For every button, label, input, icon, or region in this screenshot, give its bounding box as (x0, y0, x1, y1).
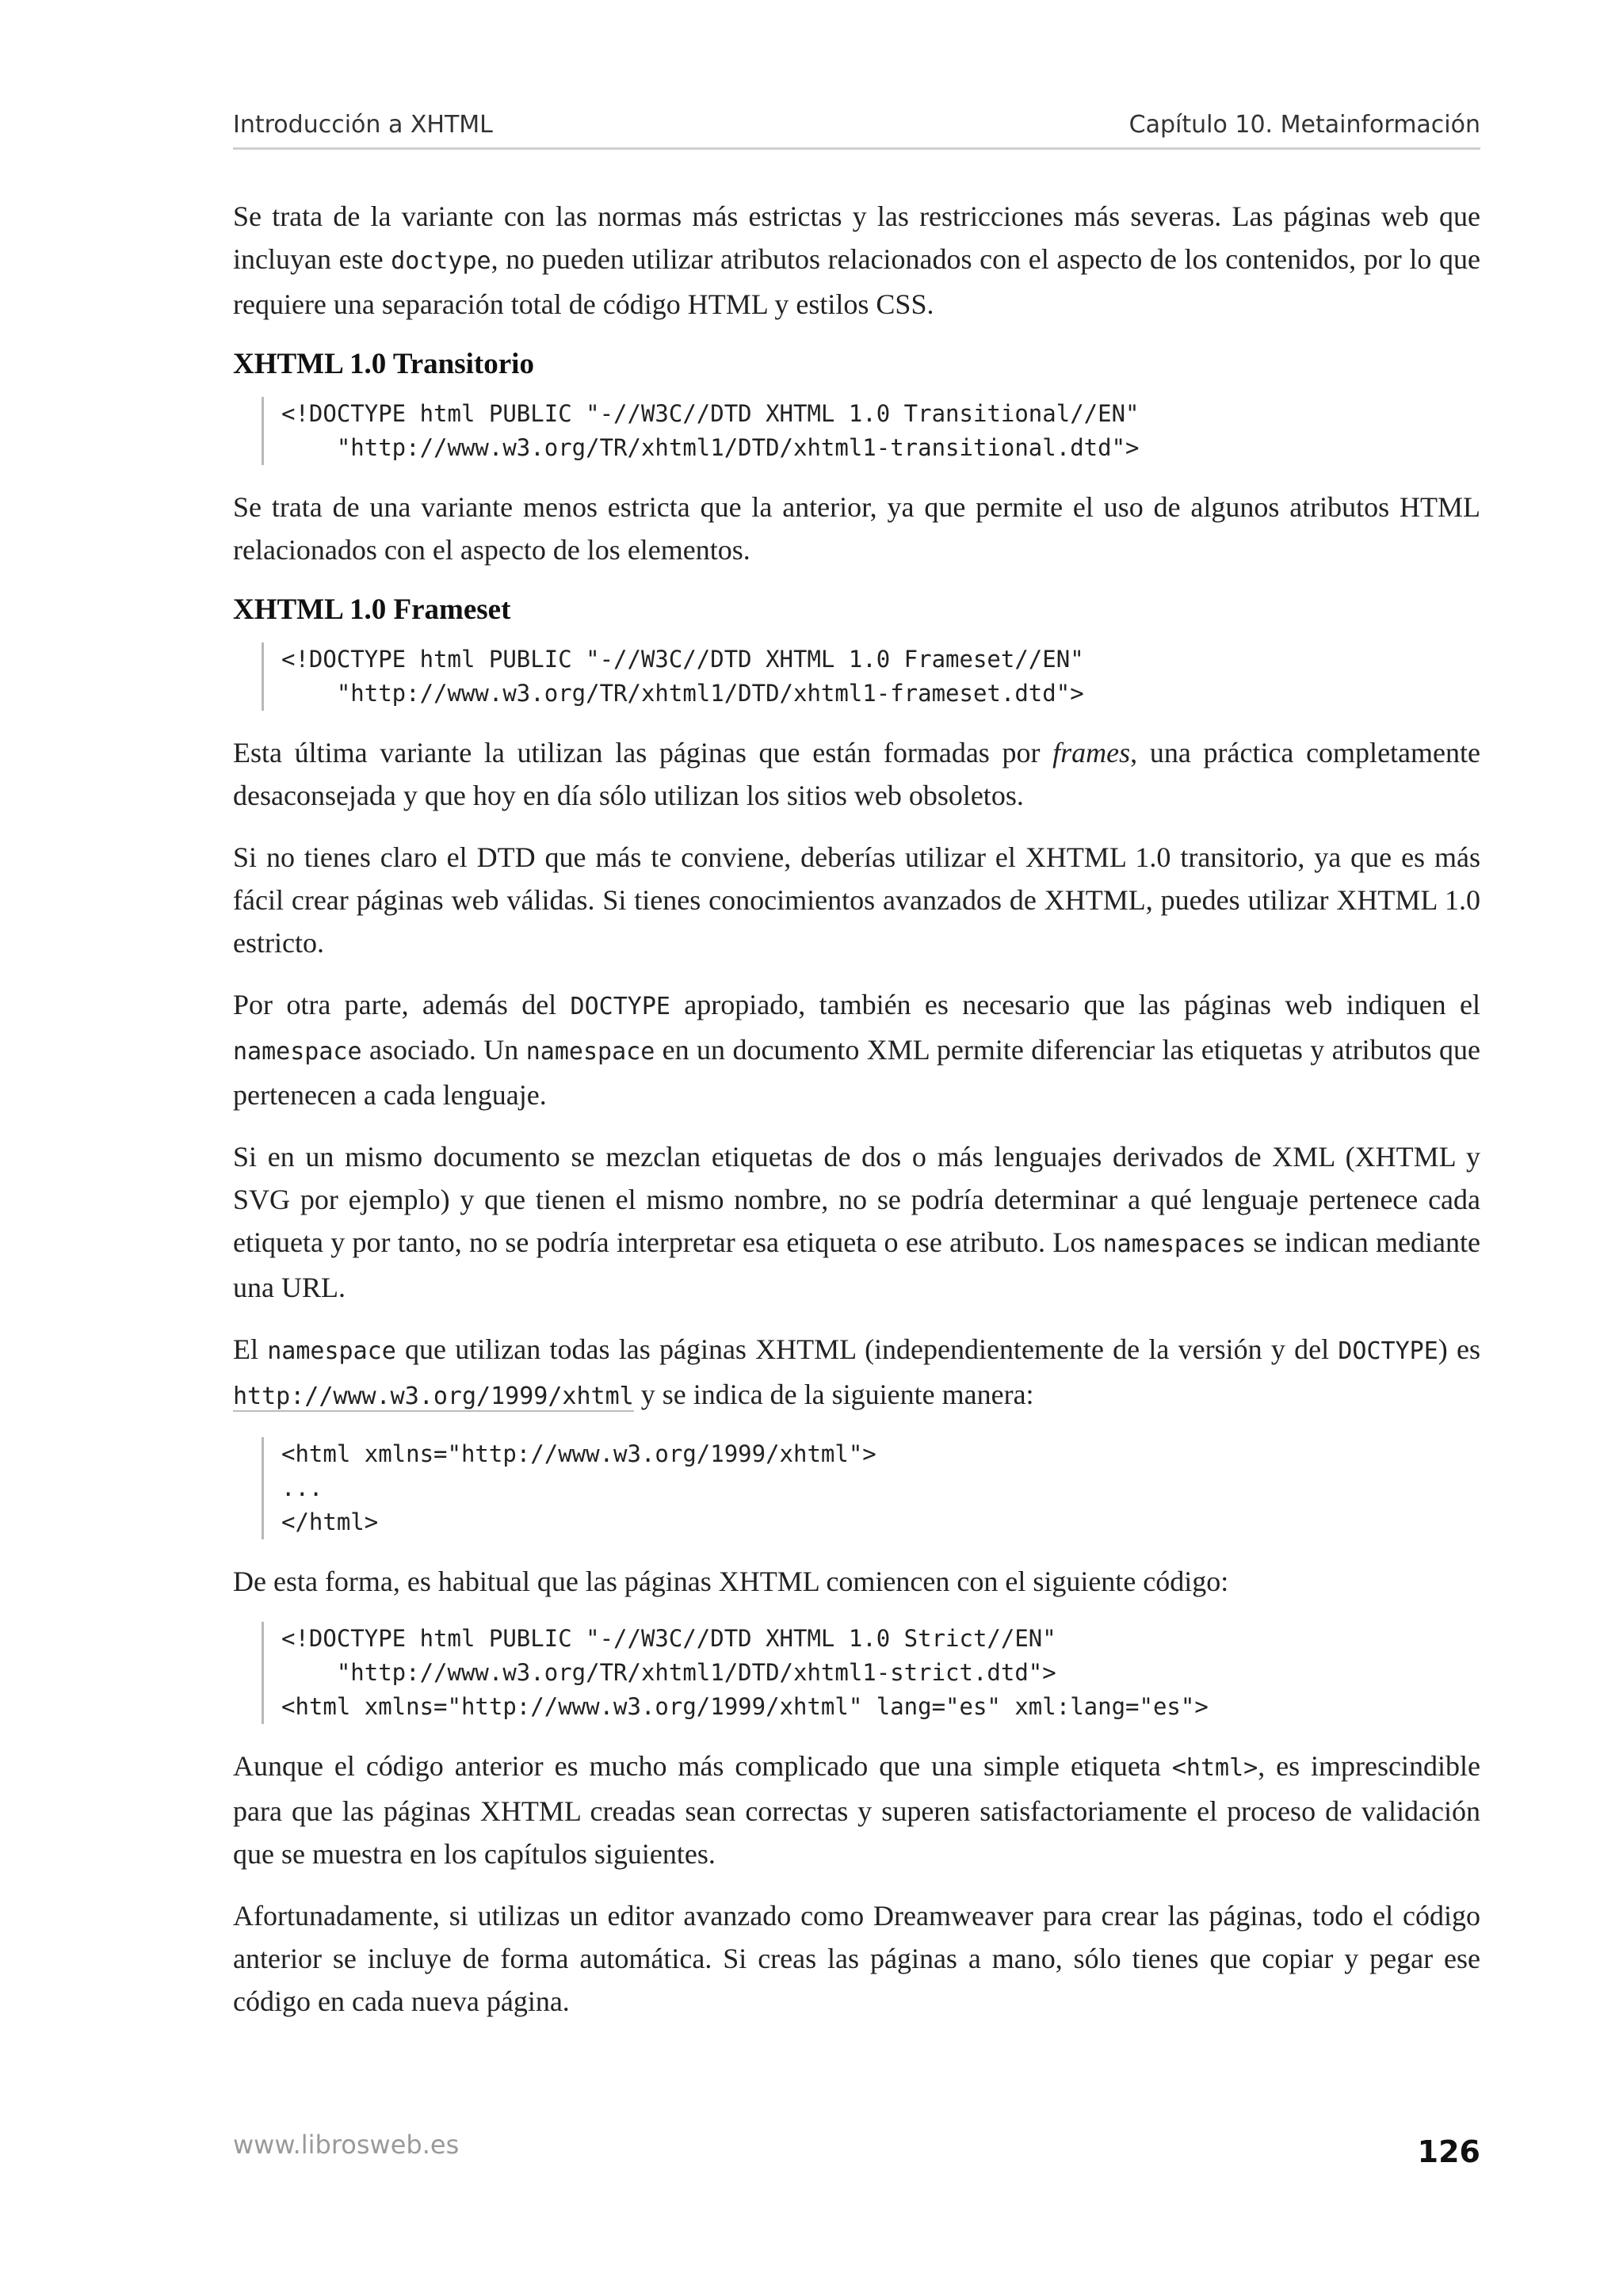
namespace-link[interactable]: http://www.w3.org/1999/xhtml (233, 1383, 634, 1410)
paragraph-namespace-url (233, 1328, 1480, 1418)
page-content (233, 195, 1480, 2042)
text-run: ) es (1438, 1333, 1480, 1365)
code-block-frameset: <!DOCTYPE html PUBLIC "-//W3C//DTD XHTML 1.0 Frameset//EN" "http://www.w3.org/TR/xhtml1/DTD/xhtml1-frameset.dtd"> (262, 643, 1480, 711)
code-block-full-header: <!DOCTYPE html PUBLIC "-//W3C//DTD XHTML 1.0 Strict//EN" "http://www.w3.org/TR/xhtml1/DTD/xhtml1-strict.dtd"> <html xmlns="http://www.w3.org/1999/xhtml" lang="es" xml:lang="es"> (262, 1622, 1480, 1724)
text-run: que utilizan todas las páginas XHTML (independientemente de la versión y del (395, 1333, 1338, 1365)
paragraph-namespace-conflict (233, 1135, 1480, 1309)
inline-code: doctype (391, 247, 491, 275)
emphasis-frames: frames (1052, 737, 1131, 769)
text-run: apropiado, también es necesario que las páginas web indiquen el (670, 989, 1480, 1020)
text-run: Por otra parte, además del (233, 989, 571, 1020)
heading-frameset: XHTML 1.0 Frameset (233, 593, 511, 626)
page-number: 126 (1417, 2134, 1480, 2169)
paragraph-transitional-description: Se trata de una variante menos estricta que la anterior, ya que permite el uso de algunos atributos HTML relacionados con el aspecto de los elementos. (233, 491, 1480, 566)
text-run: asociado. Un (361, 1034, 526, 1066)
inline-code: DOCTYPE (1338, 1337, 1438, 1365)
inline-code: DOCTYPE (570, 993, 670, 1020)
text-run: se indican mediante una URL. (233, 1226, 1480, 1303)
inline-code: <html> (1171, 1754, 1258, 1782)
paragraph-validation (233, 1745, 1480, 1875)
book-title: Introducción a XHTML (233, 111, 493, 139)
text-run: , no pueden utilizar atributos relacionados con el aspecto de los contenidos, por lo que requiere una separación total de código HTML y estilos CSS. (233, 243, 1480, 320)
text-run: El (233, 1333, 268, 1365)
text-run: , es imprescindible para que las páginas XHTML creadas sean correctas y superen satisfactoriamente el proceso de validación que se muestra en los capítulos siguientes. (233, 1750, 1480, 1870)
text-run: Si en un mismo documento se mezclan etiquetas de dos o más lenguajes derivados de XML (XHTML y SVG por ejemplo) y que tienen el mismo nombre, no se podría determinar a qué lenguaje pertenece cada etiqueta y por tanto, no se podría interpretar esa etiqueta o ese atributo. Los (233, 1141, 1480, 1258)
inline-code: namespaces (1102, 1230, 1247, 1258)
page-header (233, 109, 1480, 150)
text-run: Esta última variante la utilizan las páginas que están formadas por (233, 737, 1053, 769)
inline-code: namespace (267, 1337, 396, 1365)
text-run: y se indica de la siguiente manera: (633, 1379, 1034, 1410)
inline-code: namespace (233, 1038, 362, 1066)
text-run: en un documento XML permite diferenciar las etiquetas y atributos que pertenecen a cada lenguaje. (233, 1034, 1480, 1111)
code-block-transitional: <!DOCTYPE html PUBLIC "-//W3C//DTD XHTML 1.0 Transitional//EN" "http://www.w3.org/TR/xhtml1/DTD/xhtml1-transitional.dtd"> (262, 397, 1480, 465)
text-run: Se trata de la variante con las normas más estrictas y las restricciones más severas. Las páginas web que incluyan este (233, 200, 1480, 275)
chapter-title: Capítulo 10. Metainformación (1128, 111, 1480, 139)
footer-url: www.librosweb.es (233, 2130, 460, 2160)
paragraph-namespace-intro (233, 983, 1480, 1116)
paragraph-recommendation: Si no tienes claro el DTD que más te conviene, deberías utilizar el XHTML 1.0 transitorio, ya que es más fácil crear páginas web válidas. Si tienes conocimientos avanzados de XHTML, puedes utilizar XHTML 1.0 estricto. (233, 841, 1480, 959)
paragraph-dreamweaver: Afortunadamente, si utilizas un editor avanzado como Dreamweaver para crear las páginas, todo el código anterior se incluye de forma automática. Si creas las páginas a mano, sólo tienes que copiar y pegar ese código en cada nueva página. (233, 1900, 1480, 2017)
heading-transitional: XHTML 1.0 Transitorio (233, 348, 534, 380)
text-run: Aunque el código anterior es mucho más complicado que una simple etiqueta (233, 1750, 1172, 1782)
inline-code: namespace (525, 1038, 655, 1066)
text-run: , una práctica completamente desaconsejada y que hoy en día sólo utilizan los sitios web obsoletos. (233, 737, 1480, 811)
paragraph-habitual-code: De esta forma, es habitual que las páginas XHTML comiencen con el siguiente código: (233, 1566, 1229, 1597)
code-block-namespace: <html xmlns="http://www.w3.org/1999/xhtml"> ... </html> (262, 1437, 1480, 1539)
paragraph-strict-description (233, 195, 1480, 326)
paragraph-frameset-description (233, 731, 1480, 817)
